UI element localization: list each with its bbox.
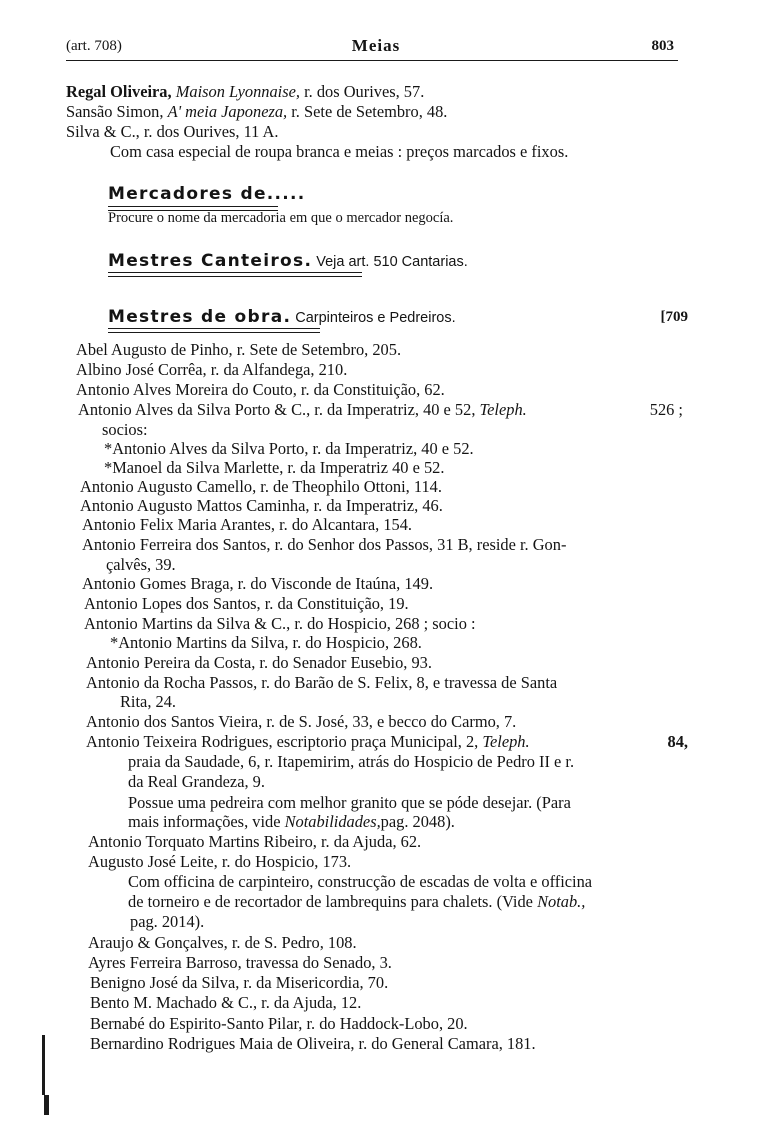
page-header bbox=[66, 38, 686, 60]
list-item: Bento M. Machado & C., r. da Ajuda, 12. bbox=[90, 993, 362, 1012]
section-heading-mercadores: Mercadores de..... bbox=[108, 184, 306, 204]
list-item: Benigno José da Silva, r. da Misericordia, 70. bbox=[90, 973, 389, 992]
list-item: Albino José Corrêa, r. da Alfandega, 210. bbox=[76, 360, 348, 379]
list-item: Bernabé do Espirito-Santo Pilar, r. do Haddock-Lobo, 20. bbox=[90, 1014, 468, 1033]
list-item: Antonio Teixeira Rodrigues, escriptorio praça Municipal, 2, Teleph. 84, bbox=[86, 732, 688, 751]
list-item: Antonio dos Santos Vieira, r. de S. José, 33, e becco do Carmo, 7. bbox=[86, 712, 517, 731]
list-item: Silva & C., r. dos Ourives, 11 A. bbox=[66, 122, 279, 141]
list-item: Rita, 24. bbox=[120, 692, 176, 711]
list-item: Regal Oliveira, Maison Lyonnaise, r. dos Ourives, 57. bbox=[66, 82, 425, 101]
list-item: Antonio Pereira da Costa, r. do Senador Eusebio, 93. bbox=[86, 653, 432, 672]
list-item: Antonio Torquato Martins Ribeiro, r. da Ajuda, 62. bbox=[88, 832, 422, 851]
page-number: 803 bbox=[651, 38, 674, 54]
list-item: Ayres Ferreira Barroso, travessa do Senado, 3. bbox=[88, 953, 392, 972]
scan-edge-mark bbox=[42, 1035, 45, 1095]
entry-note: de torneiro e de recortador de lambrequins para chalets. (Vide Notab., bbox=[128, 892, 586, 911]
list-item: *Manoel da Silva Marlette, r. da Imperatriz 40 e 52. bbox=[104, 458, 445, 477]
list-item: Abel Augusto de Pinho, r. Sete de Setembro, 205. bbox=[76, 340, 402, 359]
page-title: Meias bbox=[351, 36, 401, 55]
header-article-ref: (art. 708) bbox=[66, 38, 122, 54]
entry-subheading: socios: bbox=[102, 420, 148, 439]
entry-note: mais informações, vide Notabilidades,pag. 2048). bbox=[128, 812, 455, 831]
entry-note: pag. 2014). bbox=[130, 912, 205, 931]
list-item: Antonio Ferreira dos Santos, r. do Senhor dos Passos, 31 B, reside r. Gon- bbox=[82, 535, 567, 554]
list-item: Augusto José Leite, r. do Hospicio, 173. bbox=[88, 852, 352, 871]
section-note: Procure o nome da mercadoria em que o mercador negocía. bbox=[108, 210, 454, 226]
section-underline bbox=[108, 328, 320, 333]
scan-edge-mark bbox=[44, 1095, 49, 1115]
list-item: Antonio Lopes dos Santos, r. da Constituição, 19. bbox=[84, 594, 409, 613]
list-item: *Antonio Alves da Silva Porto, r. da Imperatriz, 40 e 52. bbox=[104, 439, 474, 458]
list-item: *Antonio Martins da Silva, r. do Hospicio, 268. bbox=[110, 633, 422, 652]
list-item: da Real Grandeza, 9. bbox=[128, 772, 265, 791]
list-item: Antonio Augusto Camello, r. de Theophilo Ottoni, 114. bbox=[80, 477, 442, 496]
list-item: Bernardino Rodrigues Maia de Oliveira, r. do General Camara, 181. bbox=[90, 1034, 536, 1053]
section-underline bbox=[108, 272, 362, 277]
list-item: çalvês, 39. bbox=[106, 555, 176, 574]
header-rule bbox=[66, 60, 678, 61]
article-marker: [709 bbox=[660, 309, 688, 325]
list-item: Antonio Alves Moreira do Couto, r. da Constituição, 62. bbox=[76, 380, 445, 399]
entry-note: Com casa especial de roupa branca e meias : preços marcados e fixos. bbox=[110, 142, 569, 161]
list-item: Sansão Simon, A' meia Japoneza, r. Sete de Setembro, 48. bbox=[66, 102, 448, 121]
list-item: Antonio Gomes Braga, r. do Visconde de Itaúna, 149. bbox=[82, 574, 434, 593]
list-item: Araujo & Gonçalves, r. de S. Pedro, 108. bbox=[88, 933, 357, 952]
list-item: Antonio Felix Maria Arantes, r. do Alcantara, 154. bbox=[82, 515, 413, 534]
list-item: Antonio Alves da Silva Porto & C., r. da Imperatriz, 40 e 52, Teleph. 526 ; bbox=[78, 400, 683, 419]
list-item: praia da Saudade, 6, r. Itapemirim, atrás do Hospicio de Pedro II e r. bbox=[128, 752, 575, 771]
entry-note: Com officina de carpinteiro, construcção de escadas de volta e officina bbox=[128, 872, 593, 891]
section-heading-obra: Mestres de obra. Carpinteiros e Pedreiros. [709 bbox=[108, 307, 688, 327]
entry-note: Possue uma pedreira com melhor granito que se póde desejar. (Para bbox=[128, 793, 571, 812]
list-item: Antonio Augusto Mattos Caminha, r. da Imperatriz, 46. bbox=[80, 496, 443, 515]
section-heading-canteiros: Mestres Canteiros. Veja art. 510 Cantarias. bbox=[108, 251, 468, 271]
list-item: Antonio Martins da Silva & C., r. do Hospicio, 268 ; socio : bbox=[84, 614, 476, 633]
list-item: Antonio da Rocha Passos, r. do Barão de S. Felix, 8, e travessa de Santa bbox=[86, 673, 558, 692]
